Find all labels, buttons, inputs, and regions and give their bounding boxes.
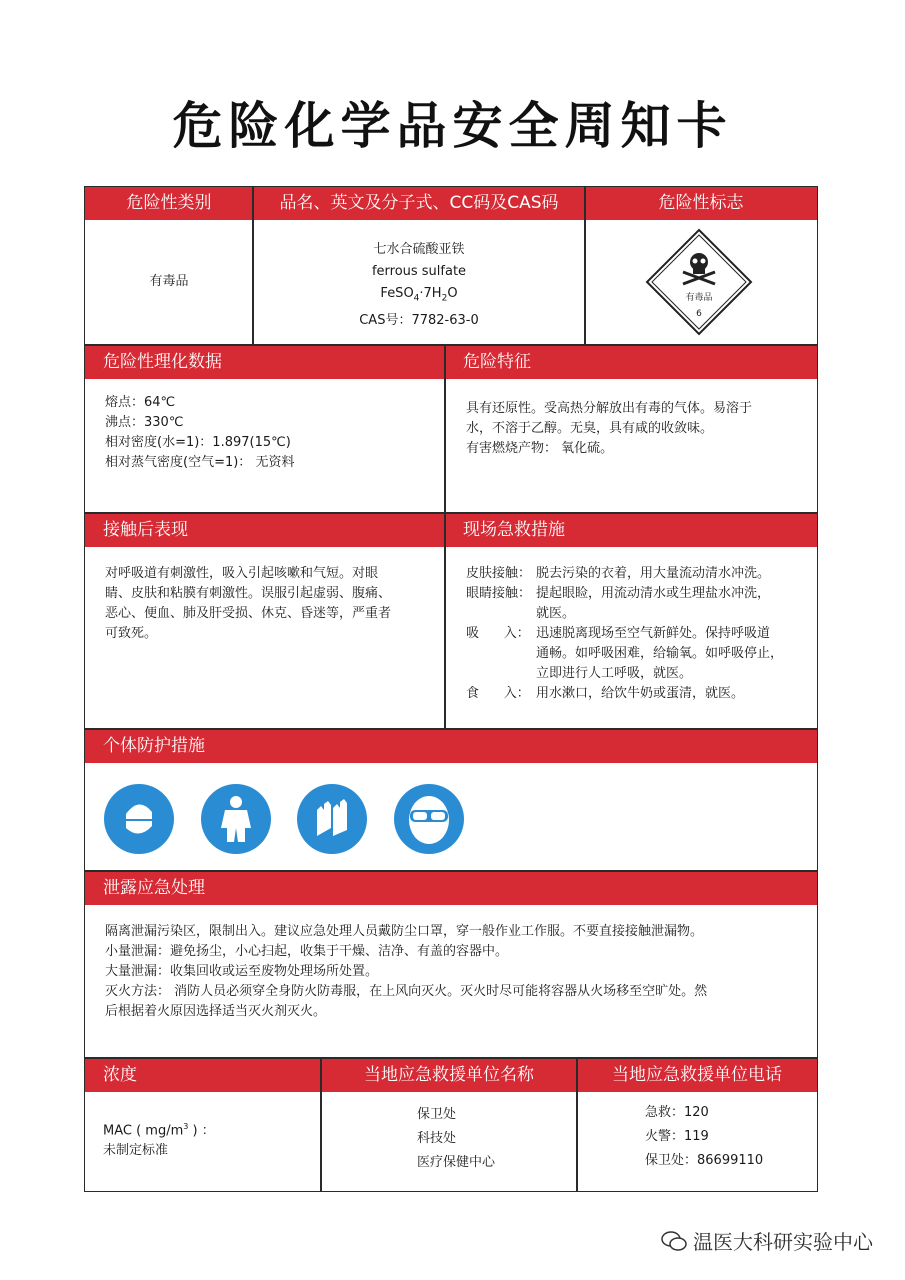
- mac-cell: [103, 1117, 313, 1161]
- unit-security: 保卫处: [417, 1107, 457, 1122]
- exposure-text: 对呼吸道有刺激性，吸入引起咳嗽和气短。对眼 睛、皮肤和粘膜有刺激性。误服引起虚弱、腹痛、 恶心、便血、肺及肝受损、休克、昏迷等，严重者 可致死。: [105, 566, 392, 641]
- phone-fire: 火警：119: [645, 1129, 709, 1144]
- ppe-heading: 个体防护措施: [85, 730, 817, 763]
- unit-science: 科技处: [417, 1131, 457, 1146]
- physchem-heading: 危险性理化数据: [85, 346, 445, 379]
- header-product-name: 品名、英文及分子式、CC码及CAS码: [253, 187, 585, 220]
- skull-crossbones-icon: [585, 220, 817, 344]
- header-hazard-sign: 危险性标志: [585, 187, 817, 220]
- first-aid-heading: 现场急救措施: [445, 514, 817, 547]
- protective-gloves-icon: [297, 784, 367, 854]
- relative-density: 相对密度(水=1)：1.897(15℃): [105, 435, 291, 450]
- safety-card: [84, 186, 818, 1192]
- hazard-sign-label: 有毒品: [685, 293, 713, 303]
- physchem-data: [105, 393, 435, 473]
- hazard-features-heading: 危险特征: [445, 346, 817, 379]
- hazard-category-value: 有毒品: [149, 274, 189, 289]
- rescue-phones: [645, 1101, 810, 1173]
- spill-text: 隔离泄漏污染区，限制出入。建议应急处理人员戴防尘口罩，穿一般作业工作服。不要直接接触泄漏物。 小量泄漏：避免扬尘，小心扫起，收集于干燥、洁净、有盖的容器中。 大量泄漏：收集回收或运至废物处理场所处置。 灭火方法： 消防人员必须穿全身防火防毒服，在上风向灭火。灭火时尽可能将容器从火场移至空旷处。然 后根据着火原因选择适当灭火剂灭火。: [105, 924, 708, 1019]
- protective-suit-icon: [201, 784, 271, 854]
- watermark: [661, 1226, 873, 1255]
- mac-value: 未制定标准: [103, 1143, 169, 1159]
- mac-label: MAC ( $mg/m^3$ ) ：: [103, 1122, 215, 1139]
- hazard-sign-number: 6: [696, 309, 702, 319]
- first-aid-list: [466, 564, 814, 704]
- rescue-unit-heading: 当地应急救援单位名称: [321, 1059, 577, 1092]
- hazard-category-cell: [85, 220, 253, 344]
- product-info: [253, 239, 585, 332]
- hazard-features-text: 具有还原性。受高热分解放出有毒的气体。易溶于 水，不溶于乙醇。无臭，具有咸的收敛味。 有害燃烧产物： 氧化硫。: [466, 401, 753, 456]
- rescue-units: [417, 1103, 567, 1175]
- first-aid-ingestion: 食 入： 用水漱口，给饮牛奶或蛋清，就医。: [466, 686, 745, 701]
- phone-emergency: 急救：120: [645, 1105, 709, 1120]
- spill-heading: 泄露应急处理: [85, 872, 817, 905]
- product-name-en: ferrous sulfate: [371, 264, 467, 279]
- hazard-sign-cell: [585, 220, 817, 344]
- boiling-point: 沸点：330℃: [105, 415, 184, 430]
- rescue-phone-heading: 当地应急救援单位电话: [577, 1059, 817, 1092]
- product-formula: $FeSO_4\cdot 7H_2O$: [380, 286, 458, 304]
- phone-security: 保卫处：86699110: [645, 1153, 764, 1168]
- unit-medical: 医疗保健中心: [417, 1155, 496, 1170]
- first-aid-eyes: 眼睛接触： 提起眼睑，用流动清水或生理盐水冲洗， 就医。: [466, 586, 771, 621]
- product-cas: CAS号：7782-63-0: [359, 312, 479, 328]
- melting-point: 熔点：64℃: [105, 395, 176, 410]
- respirator-mask-icon: [104, 784, 174, 854]
- first-aid-inhalation: 吸 入： 迅速脱离现场至空气新鲜处。保持呼吸道 通畅。如呼吸困难，给输氧。如呼吸停止， 立即进行人工呼吸，就医。: [466, 626, 784, 681]
- safety-goggles-icon: [394, 784, 464, 854]
- exposure-heading: 接触后表现: [85, 514, 445, 547]
- first-aid-skin: 皮肤接触： 脱去污染的衣着，用大量流动清水冲洗。: [466, 566, 771, 581]
- header-hazard-category: 危险性类别: [85, 187, 253, 220]
- wechat-icon: [661, 1230, 687, 1252]
- product-name-cn: 七水合硫酸亚铁: [373, 242, 465, 257]
- watermark-text: 温医大科研实验中心: [693, 1230, 873, 1254]
- concentration-heading: 浓度: [85, 1059, 321, 1092]
- vapor-density: 相对蒸气密度(空气=1)： 无资料: [105, 455, 295, 470]
- page-title: 危险化学品安全周知卡: [172, 97, 733, 155]
